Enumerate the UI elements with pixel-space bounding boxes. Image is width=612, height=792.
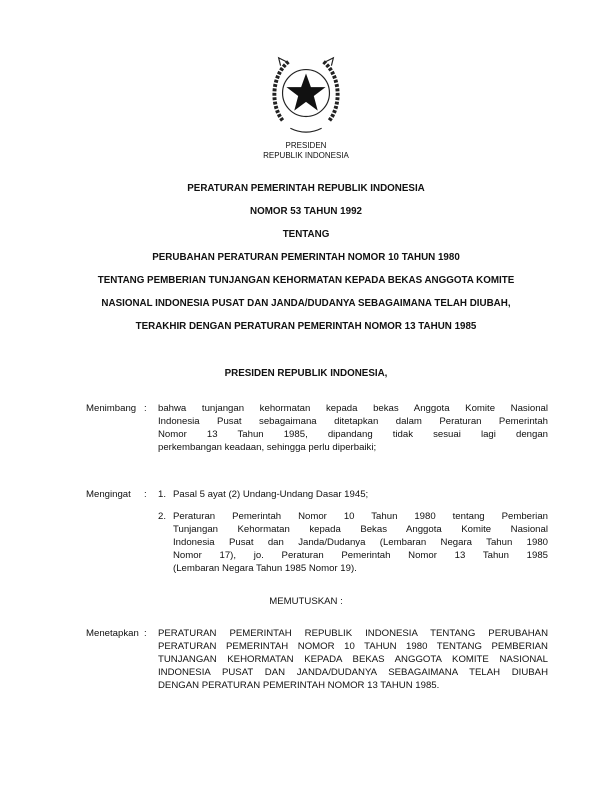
mengingat-label: Mengingat bbox=[86, 489, 131, 500]
mengingat-list bbox=[158, 488, 548, 575]
garuda-emblem-icon bbox=[270, 52, 342, 138]
title-line: PERATURAN PEMERINTAH REPUBLIK INDONESIA bbox=[187, 183, 425, 194]
text-line: Nomor 17), jo. Peraturan Pemerintah Nomor 13 Tahun 1985 bbox=[173, 550, 548, 561]
mengingat-item-2 bbox=[158, 510, 548, 575]
menimbang-section bbox=[86, 402, 548, 454]
list-number: 2. bbox=[158, 511, 167, 522]
menimbang-label: Menimbang bbox=[86, 403, 137, 414]
text-line: Indonesia Pusat dan Janda/Dudanya (Lembaran Negara Tahun 1980 bbox=[173, 537, 548, 548]
title-line: NASIONAL INDONESIA PUSAT DAN JANDA/DUDANYA SEBAGAIMANA TELAH DIUBAH, bbox=[101, 298, 511, 309]
title-line: NOMOR 53 TAHUN 1992 bbox=[250, 206, 362, 217]
mengingat-item-1 bbox=[158, 488, 548, 501]
text-line: perkembangan keadaan, sehingga perlu diperbaiki; bbox=[158, 442, 377, 453]
mengingat-section bbox=[86, 488, 548, 575]
title-line: PERUBAHAN PERATURAN PEMERINTAH NOMOR 10 TAHUN 1980 bbox=[152, 252, 460, 263]
memutuskan-heading: MEMUTUSKAN : bbox=[269, 596, 343, 607]
text-line: Nomor 13 Tahun 1985, dipandang tidak sesuai lagi dengan bbox=[158, 429, 548, 440]
text-line: PERATURAN PEMERINTAH NOMOR 10 TAHUN 1980 TENTANG PEMBERIAN bbox=[158, 641, 548, 652]
list-number: 1. bbox=[158, 489, 167, 500]
title-line: TENTANG bbox=[282, 229, 330, 240]
text-line: Peraturan Pemerintah Nomor 10 Tahun 1980 tentang Pemberian bbox=[173, 511, 548, 522]
text-line: bahwa tunjangan kehormatan kepada bekas Anggota Komite Nasional bbox=[158, 403, 548, 414]
colon: : bbox=[144, 489, 147, 500]
text-line: Pasal 5 ayat (2) Undang-Undang Dasar 1945; bbox=[173, 489, 369, 500]
title-line: TERAKHIR DENGAN PERATURAN PEMERINTAH NOMOR 13 TAHUN 1985 bbox=[135, 321, 477, 332]
text-line: PERATURAN PEMERINTAH REPUBLIK INDONESIA TENTANG PERUBAHAN bbox=[158, 628, 548, 639]
text-line: TUNJANGAN KEHORMATAN KEPADA BEKAS ANGGOTA KOMITE NASIONAL bbox=[158, 654, 548, 665]
colon: : bbox=[144, 628, 147, 639]
text-line: INDONESIA PUSAT DAN JANDA/DUDANYA SEBAGAIMANA TELAH DIUBAH bbox=[158, 667, 548, 678]
menimbang-text bbox=[158, 402, 548, 454]
colon: : bbox=[144, 403, 147, 414]
menetapkan-label: Menetapkan bbox=[86, 628, 139, 639]
text-line: DENGAN PERATURAN PEMERINTAH NOMOR 13 TAHUN 1985. bbox=[158, 680, 440, 691]
title-line: TENTANG PEMBERIAN TUNJANGAN KEHORMATAN KEPADA BEKAS ANGGOTA KOMITE bbox=[97, 275, 515, 286]
menetapkan-text bbox=[158, 627, 548, 692]
menetapkan-section bbox=[86, 627, 548, 692]
text-line: Indonesia Pusat sebagaimana ditetapkan dalam Peraturan Pemerintah bbox=[158, 416, 548, 427]
text-line: Tunjangan Kehormatan kepada Bekas Anggota Komite Nasional bbox=[173, 524, 548, 535]
emblem-caption: REPUBLIK INDONESIA bbox=[263, 151, 349, 160]
president-heading: PRESIDEN REPUBLIK INDONESIA, bbox=[224, 368, 388, 379]
text-line: (Lembaran Negara Tahun 1985 Nomor 19). bbox=[173, 563, 357, 574]
emblem-caption: PRESIDEN bbox=[285, 141, 327, 150]
